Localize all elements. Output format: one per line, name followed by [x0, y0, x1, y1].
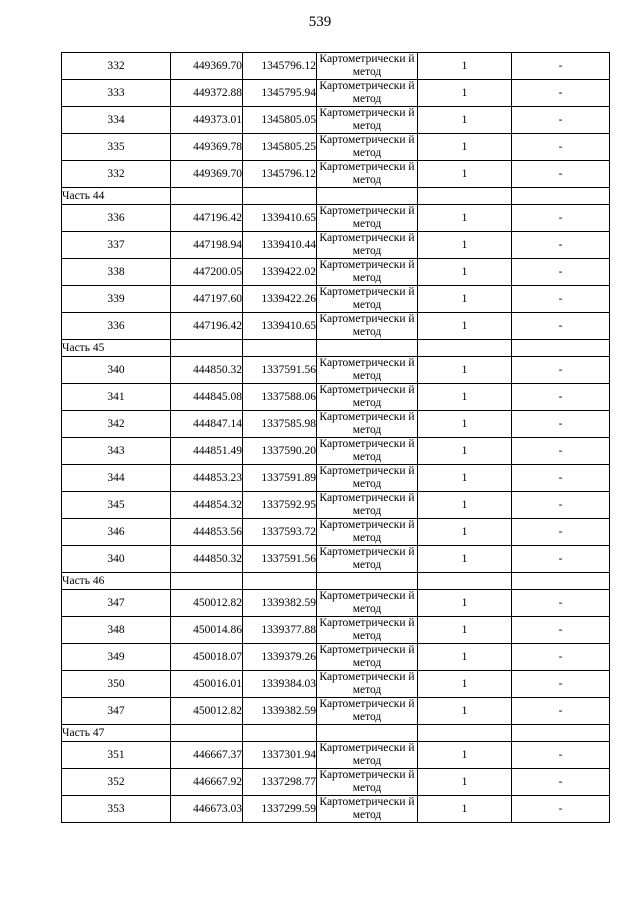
dash-cell: -	[512, 438, 610, 465]
x-coordinate-cell: 444850.32	[171, 546, 243, 573]
dash-cell: -	[512, 796, 610, 823]
method-cell	[317, 438, 418, 465]
count-cell: 1	[418, 286, 512, 313]
y-coordinate-cell: 1345805.25	[243, 134, 317, 161]
method-text: Картометрически й метод	[319, 313, 415, 338]
section-label: Часть 45	[62, 340, 171, 357]
point-number-cell: 336	[62, 205, 171, 232]
table-row	[62, 698, 610, 725]
count-cell: 1	[418, 546, 512, 573]
count-cell: 1	[418, 698, 512, 725]
x-coordinate-cell: 450016.01	[171, 671, 243, 698]
x-coordinate-cell: 446667.37	[171, 742, 243, 769]
table-row	[62, 384, 610, 411]
table-row	[62, 286, 610, 313]
count-cell: 1	[418, 80, 512, 107]
count-cell: 1	[418, 438, 512, 465]
method-text: Картометрически й метод	[319, 161, 415, 186]
y-coordinate-cell: 1337592.95	[243, 492, 317, 519]
count-cell: 1	[418, 205, 512, 232]
empty-cell	[317, 725, 418, 742]
count-cell: 1	[418, 617, 512, 644]
dash-cell: -	[512, 465, 610, 492]
method-cell	[317, 671, 418, 698]
table-row	[62, 742, 610, 769]
table-row	[62, 590, 610, 617]
count-cell: 1	[418, 313, 512, 340]
count-cell: 1	[418, 411, 512, 438]
method-text: Картометрически й метод	[319, 80, 415, 105]
table-row	[62, 259, 610, 286]
dash-cell: -	[512, 384, 610, 411]
table-row	[62, 107, 610, 134]
count-cell: 1	[418, 769, 512, 796]
empty-cell	[243, 725, 317, 742]
x-coordinate-cell: 444851.49	[171, 438, 243, 465]
point-number-cell: 332	[62, 161, 171, 188]
dash-cell: -	[512, 769, 610, 796]
method-text: Картометрически й метод	[319, 590, 415, 615]
method-cell	[317, 742, 418, 769]
method-cell	[317, 286, 418, 313]
dash-cell: -	[512, 134, 610, 161]
point-number-cell: 342	[62, 411, 171, 438]
empty-cell	[317, 573, 418, 590]
dash-cell: -	[512, 232, 610, 259]
empty-cell	[418, 573, 512, 590]
dash-cell: -	[512, 671, 610, 698]
point-number-cell: 341	[62, 384, 171, 411]
count-cell: 1	[418, 384, 512, 411]
method-cell	[317, 617, 418, 644]
method-cell	[317, 259, 418, 286]
dash-cell: -	[512, 205, 610, 232]
y-coordinate-cell: 1337590.20	[243, 438, 317, 465]
y-coordinate-cell: 1339422.02	[243, 259, 317, 286]
y-coordinate-cell: 1339410.44	[243, 232, 317, 259]
y-coordinate-cell: 1339384.03	[243, 671, 317, 698]
method-cell	[317, 53, 418, 80]
dash-cell: -	[512, 53, 610, 80]
count-cell: 1	[418, 742, 512, 769]
point-number-cell: 339	[62, 286, 171, 313]
table-row	[62, 617, 610, 644]
method-cell	[317, 519, 418, 546]
point-number-cell: 340	[62, 357, 171, 384]
empty-cell	[317, 188, 418, 205]
count-cell: 1	[418, 53, 512, 80]
method-text: Картометрически й метод	[319, 384, 415, 409]
dash-cell: -	[512, 313, 610, 340]
method-text: Картометрически й метод	[319, 411, 415, 436]
y-coordinate-cell: 1337588.06	[243, 384, 317, 411]
dash-cell: -	[512, 161, 610, 188]
method-text: Картометрически й метод	[319, 205, 415, 230]
table-row	[62, 134, 610, 161]
y-coordinate-cell: 1345805.05	[243, 107, 317, 134]
section-label: Часть 47	[62, 725, 171, 742]
method-cell	[317, 492, 418, 519]
y-coordinate-cell: 1337591.56	[243, 546, 317, 573]
empty-cell	[512, 340, 610, 357]
point-number-cell: 336	[62, 313, 171, 340]
method-cell	[317, 205, 418, 232]
x-coordinate-cell: 450012.82	[171, 698, 243, 725]
point-number-cell: 353	[62, 796, 171, 823]
dash-cell: -	[512, 617, 610, 644]
empty-cell	[243, 188, 317, 205]
method-text: Картометрически й метод	[319, 357, 415, 382]
method-text: Картометрически й метод	[319, 107, 415, 132]
point-number-cell: 345	[62, 492, 171, 519]
point-number-cell: 332	[62, 53, 171, 80]
x-coordinate-cell: 449369.70	[171, 53, 243, 80]
table-row	[62, 671, 610, 698]
method-text: Картометрически й метод	[319, 644, 415, 669]
y-coordinate-cell: 1339410.65	[243, 205, 317, 232]
dash-cell: -	[512, 590, 610, 617]
method-cell	[317, 465, 418, 492]
method-text: Картометрически й метод	[319, 232, 415, 257]
table-row	[62, 644, 610, 671]
table-row	[62, 546, 610, 573]
empty-cell	[171, 573, 243, 590]
method-text: Картометрически й метод	[319, 546, 415, 571]
table-row	[62, 519, 610, 546]
method-cell	[317, 644, 418, 671]
x-coordinate-cell: 449373.01	[171, 107, 243, 134]
section-label: Часть 46	[62, 573, 171, 590]
count-cell: 1	[418, 232, 512, 259]
x-coordinate-cell: 449369.70	[171, 161, 243, 188]
x-coordinate-cell: 447200.05	[171, 259, 243, 286]
x-coordinate-cell: 449369.78	[171, 134, 243, 161]
dash-cell: -	[512, 107, 610, 134]
empty-cell	[171, 340, 243, 357]
point-number-cell: 346	[62, 519, 171, 546]
dash-cell: -	[512, 357, 610, 384]
count-cell: 1	[418, 644, 512, 671]
method-cell	[317, 546, 418, 573]
x-coordinate-cell: 446667.92	[171, 769, 243, 796]
count-cell: 1	[418, 134, 512, 161]
count-cell: 1	[418, 357, 512, 384]
method-cell	[317, 796, 418, 823]
table-row	[62, 357, 610, 384]
y-coordinate-cell: 1337585.98	[243, 411, 317, 438]
method-cell	[317, 161, 418, 188]
table-row	[62, 465, 610, 492]
y-coordinate-cell: 1339410.65	[243, 313, 317, 340]
count-cell: 1	[418, 519, 512, 546]
method-text: Картометрически й метод	[319, 617, 415, 642]
count-cell: 1	[418, 492, 512, 519]
section-label: Часть 44	[62, 188, 171, 205]
method-text: Картометрически й метод	[319, 769, 415, 794]
dash-cell: -	[512, 80, 610, 107]
method-text: Картометрически й метод	[319, 134, 415, 159]
table-row	[62, 438, 610, 465]
coordinates-table	[61, 52, 610, 823]
table-row	[62, 411, 610, 438]
table-row	[62, 313, 610, 340]
dash-cell: -	[512, 492, 610, 519]
count-cell: 1	[418, 107, 512, 134]
point-number-cell: 337	[62, 232, 171, 259]
x-coordinate-cell: 444853.23	[171, 465, 243, 492]
empty-cell	[418, 340, 512, 357]
method-text: Картометрически й метод	[319, 698, 415, 723]
empty-cell	[171, 725, 243, 742]
point-number-cell: 352	[62, 769, 171, 796]
method-text: Картометрически й метод	[319, 465, 415, 490]
method-cell	[317, 590, 418, 617]
x-coordinate-cell: 450012.82	[171, 590, 243, 617]
dash-cell: -	[512, 742, 610, 769]
empty-cell	[512, 188, 610, 205]
y-coordinate-cell: 1337593.72	[243, 519, 317, 546]
point-number-cell: 334	[62, 107, 171, 134]
method-text: Картометрически й метод	[319, 259, 415, 284]
coordinates-table-body	[62, 53, 610, 823]
x-coordinate-cell: 447197.60	[171, 286, 243, 313]
method-cell	[317, 384, 418, 411]
table-row	[62, 796, 610, 823]
y-coordinate-cell: 1339422.26	[243, 286, 317, 313]
table-row	[62, 53, 610, 80]
method-text: Картометрически й метод	[319, 286, 415, 311]
count-cell: 1	[418, 465, 512, 492]
y-coordinate-cell: 1339379.26	[243, 644, 317, 671]
y-coordinate-cell: 1337591.56	[243, 357, 317, 384]
x-coordinate-cell: 450014.86	[171, 617, 243, 644]
dash-cell: -	[512, 546, 610, 573]
dash-cell: -	[512, 698, 610, 725]
point-number-cell: 343	[62, 438, 171, 465]
method-text: Картометрически й метод	[319, 438, 415, 463]
point-number-cell: 351	[62, 742, 171, 769]
empty-cell	[243, 340, 317, 357]
x-coordinate-cell: 447198.94	[171, 232, 243, 259]
empty-cell	[512, 573, 610, 590]
method-text: Картометрически й метод	[319, 796, 415, 821]
dash-cell: -	[512, 286, 610, 313]
x-coordinate-cell: 447196.42	[171, 313, 243, 340]
empty-cell	[243, 573, 317, 590]
empty-cell	[317, 340, 418, 357]
point-number-cell: 347	[62, 698, 171, 725]
y-coordinate-cell: 1339382.59	[243, 698, 317, 725]
table-row	[62, 80, 610, 107]
x-coordinate-cell: 444847.14	[171, 411, 243, 438]
x-coordinate-cell: 450018.07	[171, 644, 243, 671]
method-text: Картометрически й метод	[319, 742, 415, 767]
x-coordinate-cell: 444850.32	[171, 357, 243, 384]
empty-cell	[512, 725, 610, 742]
empty-cell	[171, 188, 243, 205]
count-cell: 1	[418, 796, 512, 823]
x-coordinate-cell: 444845.08	[171, 384, 243, 411]
point-number-cell: 335	[62, 134, 171, 161]
point-number-cell: 340	[62, 546, 171, 573]
y-coordinate-cell: 1337591.89	[243, 465, 317, 492]
x-coordinate-cell: 447196.42	[171, 205, 243, 232]
method-cell	[317, 769, 418, 796]
table-row	[62, 232, 610, 259]
y-coordinate-cell: 1345795.94	[243, 80, 317, 107]
section-row	[62, 340, 610, 357]
point-number-cell: 347	[62, 590, 171, 617]
count-cell: 1	[418, 590, 512, 617]
method-text: Картометрически й метод	[319, 519, 415, 544]
point-number-cell: 349	[62, 644, 171, 671]
x-coordinate-cell: 446673.03	[171, 796, 243, 823]
method-cell	[317, 232, 418, 259]
y-coordinate-cell: 1337298.77	[243, 769, 317, 796]
method-cell	[317, 107, 418, 134]
method-cell	[317, 313, 418, 340]
dash-cell: -	[512, 259, 610, 286]
section-row	[62, 725, 610, 742]
y-coordinate-cell: 1337301.94	[243, 742, 317, 769]
y-coordinate-cell: 1339377.88	[243, 617, 317, 644]
y-coordinate-cell: 1345796.12	[243, 53, 317, 80]
dash-cell: -	[512, 644, 610, 671]
section-row	[62, 188, 610, 205]
method-text: Картометрически й метод	[319, 492, 415, 517]
page-number: 539	[308, 14, 332, 30]
empty-cell	[418, 725, 512, 742]
table-row	[62, 161, 610, 188]
x-coordinate-cell: 444854.32	[171, 492, 243, 519]
method-cell	[317, 411, 418, 438]
dash-cell: -	[512, 411, 610, 438]
table-row	[62, 205, 610, 232]
method-text: Картометрически й метод	[319, 671, 415, 696]
method-cell	[317, 80, 418, 107]
table-row	[62, 492, 610, 519]
x-coordinate-cell: 444853.56	[171, 519, 243, 546]
point-number-cell: 348	[62, 617, 171, 644]
table-row	[62, 769, 610, 796]
section-row	[62, 573, 610, 590]
method-cell	[317, 134, 418, 161]
y-coordinate-cell: 1345796.12	[243, 161, 317, 188]
method-text: Картометрически й метод	[319, 53, 415, 78]
empty-cell	[418, 188, 512, 205]
dash-cell: -	[512, 519, 610, 546]
count-cell: 1	[418, 671, 512, 698]
point-number-cell: 350	[62, 671, 171, 698]
y-coordinate-cell: 1339382.59	[243, 590, 317, 617]
count-cell: 1	[418, 161, 512, 188]
method-cell	[317, 698, 418, 725]
x-coordinate-cell: 449372.88	[171, 80, 243, 107]
point-number-cell: 344	[62, 465, 171, 492]
point-number-cell: 338	[62, 259, 171, 286]
point-number-cell: 333	[62, 80, 171, 107]
method-cell	[317, 357, 418, 384]
y-coordinate-cell: 1337299.59	[243, 796, 317, 823]
count-cell: 1	[418, 259, 512, 286]
